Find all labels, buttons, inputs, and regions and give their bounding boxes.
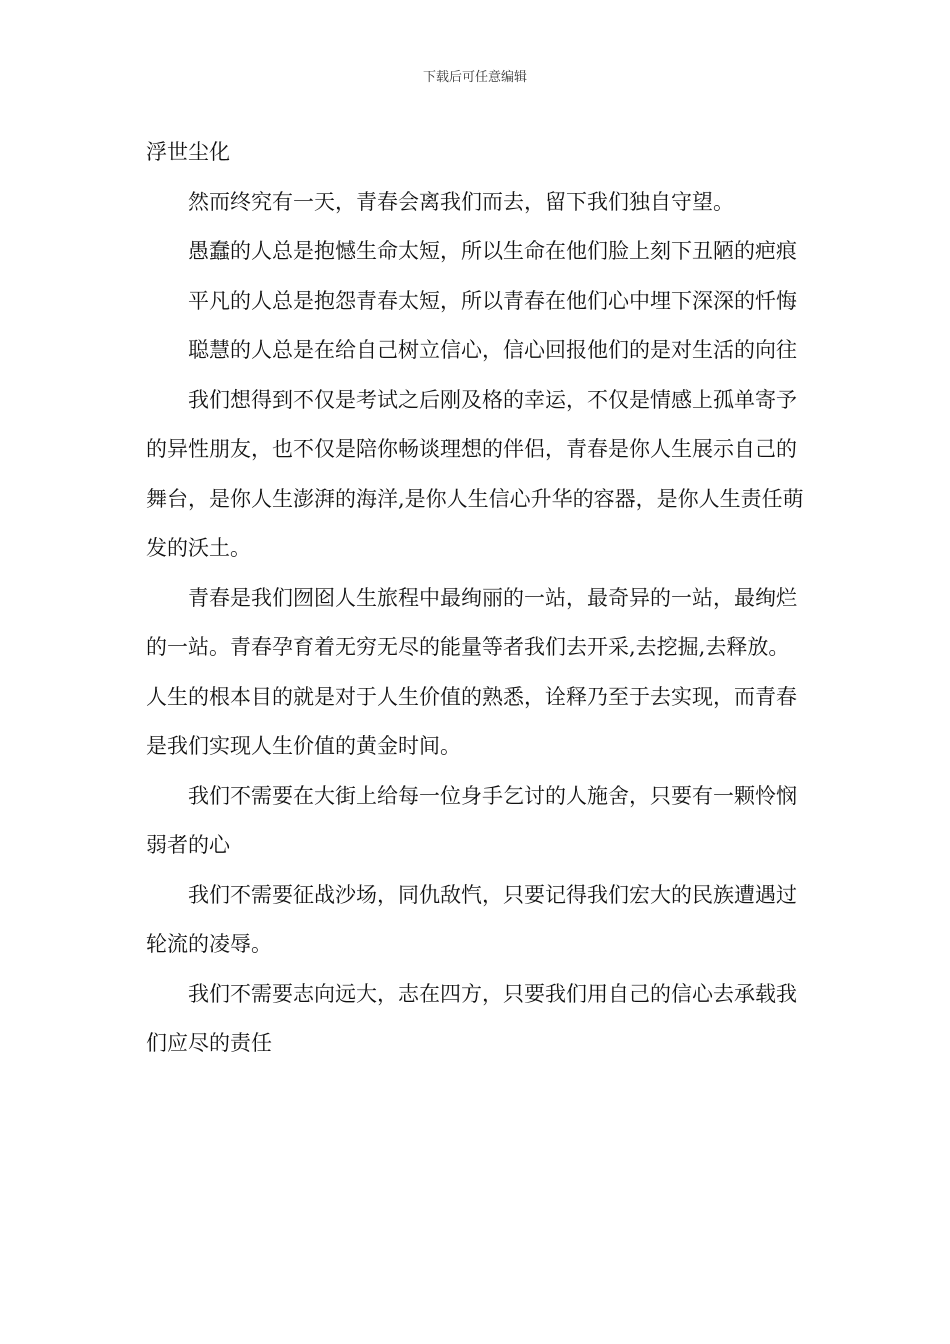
paragraph-10: 我们不需要志向远大，志在四方，只要我们用自己的信心去承载我们应尽的责任	[146, 981, 797, 1055]
header-note: 下载后可任意编辑	[422, 70, 527, 85]
paragraph-6: 我们想得到不仅是考试之后刚及格的幸运，不仅是情感上孤单寄予的异性朋友，也不仅是陪你畅谈理想的伴侣，青春是你人生展示自己的舞台，是你人生澎湃的海洋,是你人生信心升华的容器，是你人生责任萌发的沃土。	[146, 387, 804, 560]
paragraph-4: 平凡的人总是抱怨青春太短，所以青春在他们心中埋下深深的忏悔	[188, 288, 797, 313]
paragraph-2: 然而终究有一天，青春会离我们而去，留下我们独自守望。	[188, 189, 734, 214]
document-body	[146, 128, 806, 1069]
paragraph-7: 青春是我们囫囵人生旅程中最绚丽的一站，最奇异的一站，最绚烂的一站。青春孕育着无穷无尽的能量等者我们去开采,去挖掘,去释放。人生的根本目的就是对于人生价值的熟悉，诠释乃至于去实现，而青春是我们实现人生价值的黄金时间。	[146, 585, 797, 758]
paragraph-3: 愚蠢的人总是抱憾生命太短，所以生命在他们脸上刻下丑陋的疤痕	[188, 239, 797, 263]
paragraph-9: 我们不需要征战沙场，同仇敌忾，只要记得我们宏大的民族遭遇过轮流的凌辱。	[146, 882, 797, 956]
paragraph-5: 聪慧的人总是在给自己树立信心，信心回报他们的是对生活的向往	[188, 338, 797, 362]
paragraph-1: 浮世尘化	[146, 140, 230, 164]
paragraph-8: 我们不需要在大街上给每一位身手乞讨的人施舍，只要有一颗怜悯弱者的心	[146, 783, 797, 857]
